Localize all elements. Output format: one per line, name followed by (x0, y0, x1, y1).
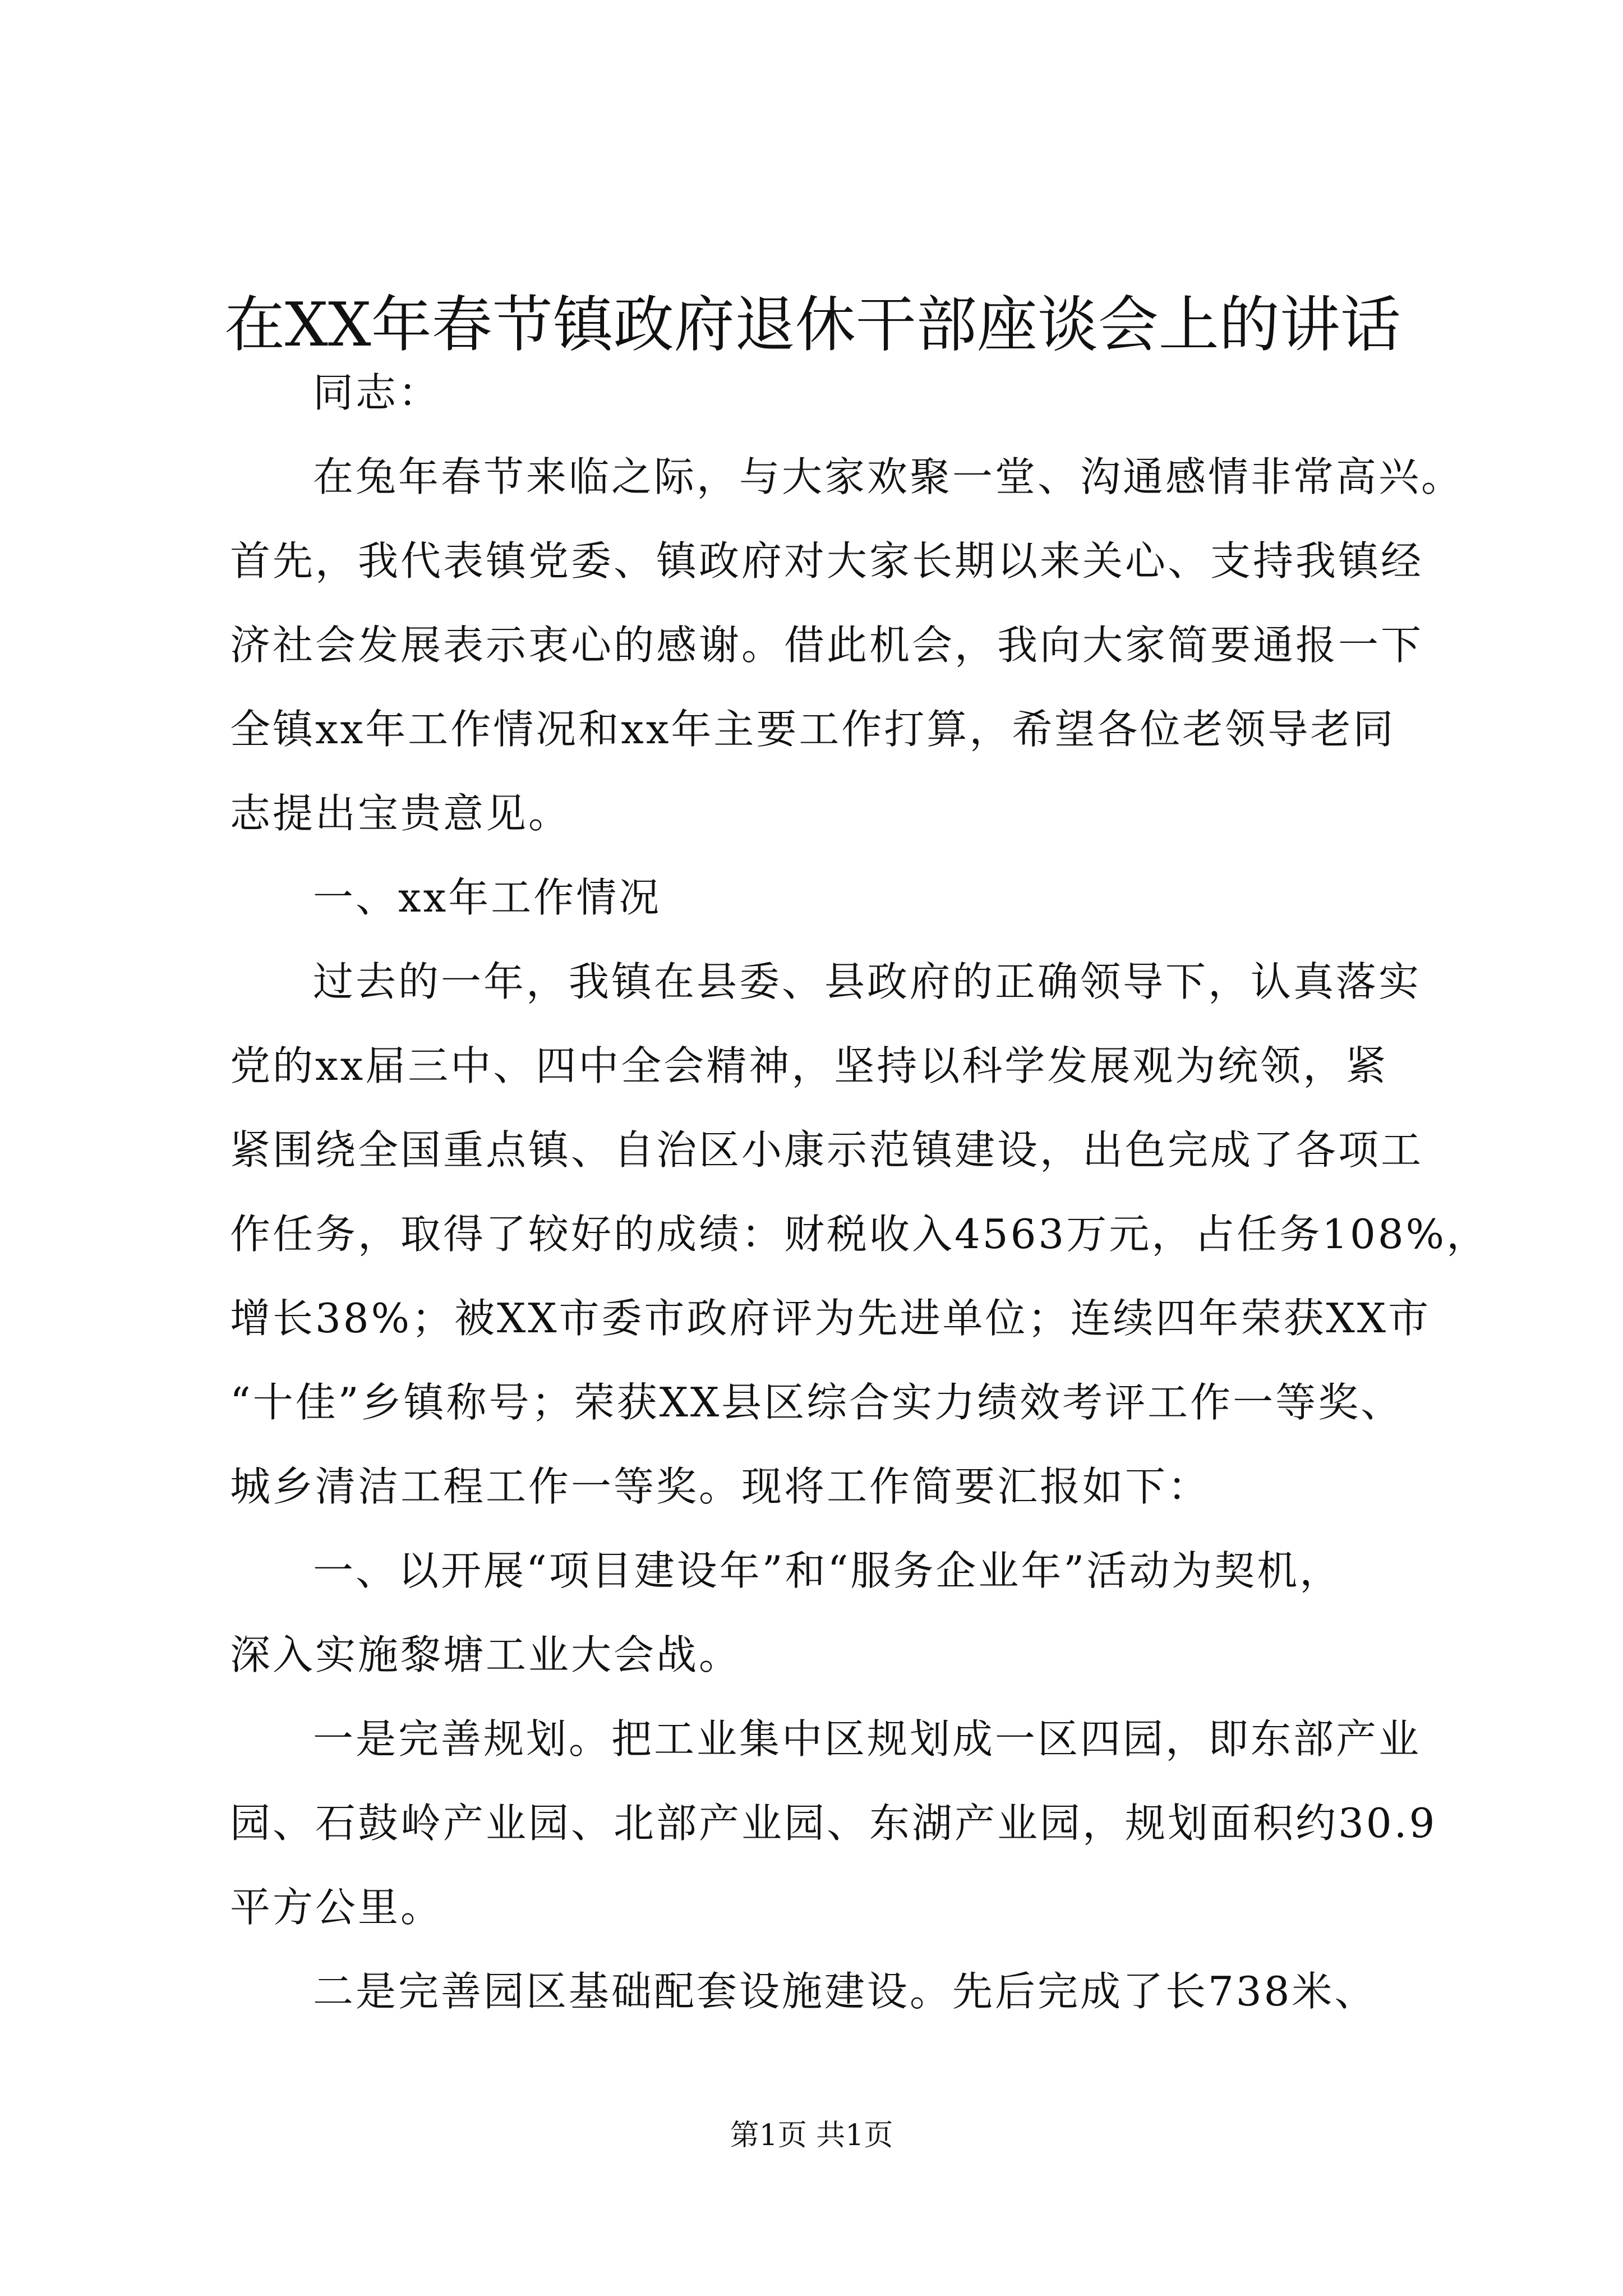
paragraph-line: 增长38%；被XX市委市政府评为先进单位；连续四年荣获XX市 (230, 1295, 1431, 1342)
paragraph-line: 党的xx届三中、四中全会精神，坚持以科学发展观为统领，紧 (230, 1042, 1389, 1089)
paragraph-line: 过去的一年，我镇在县委、县政府的正确领导下，认真落实 (313, 958, 1422, 1005)
document-body (230, 351, 1497, 2033)
paragraph-line: 在兔年春节来临之际，与大家欢聚一堂、沟通感情非常高兴。 (313, 453, 1464, 500)
page-footer: 第1页 共1页 (730, 2119, 893, 2152)
paragraph-line: 一是完善规划。把工业集中区规划成一区四园，即东部产业 (313, 1715, 1422, 1763)
paragraph-line: 作任务，取得了较好的成绩：财税收入4563万元，占任务108%， (230, 1211, 1490, 1258)
paragraph-line: 平方公里。 (230, 1884, 444, 1931)
paragraph-line: 园、石鼓岭产业园、北部产业园、东湖产业园，规划面积约30.9 (230, 1800, 1437, 1847)
section-heading: 一、xx年工作情况 (313, 874, 662, 921)
subsection-heading: 一、以开展“项目建设年”和“服务企业年”活动为契机， (313, 1547, 1343, 1594)
document-title: 在XX年春节镇政府退休干部座谈会上的讲话 (224, 290, 1401, 360)
salutation: 同志： (313, 369, 441, 416)
paragraph-line: 城乡清洁工程工作一等奖。现将工作简要汇报如下： (230, 1463, 1211, 1510)
paragraph-line: 首先，我代表镇党委、镇政府对大家长期以来关心、支持我镇经 (230, 537, 1424, 585)
paragraph-line: 济社会发展表示衷心的感谢。借此机会，我向大家简要通报一下 (230, 622, 1424, 669)
paragraph-line: 深入实施黎塘工业大会战。 (230, 1631, 742, 1678)
paragraph-line: 二是完善园区基础配套设施建设。先后完成了长738米、 (313, 1968, 1377, 2015)
paragraph-line: 紧围绕全国重点镇、自治区小康示范镇建设，出色完成了各项工 (230, 1126, 1424, 1174)
paragraph-line: “十佳”乡镇称号；荣获XX县区综合实力绩效考评工作一等奖、 (230, 1379, 1404, 1426)
paragraph-line: 志提出宝贵意见。 (230, 790, 571, 837)
paragraph-line: 全镇xx年工作情况和xx年主要工作打算，希望各位老领导老同 (230, 706, 1396, 753)
